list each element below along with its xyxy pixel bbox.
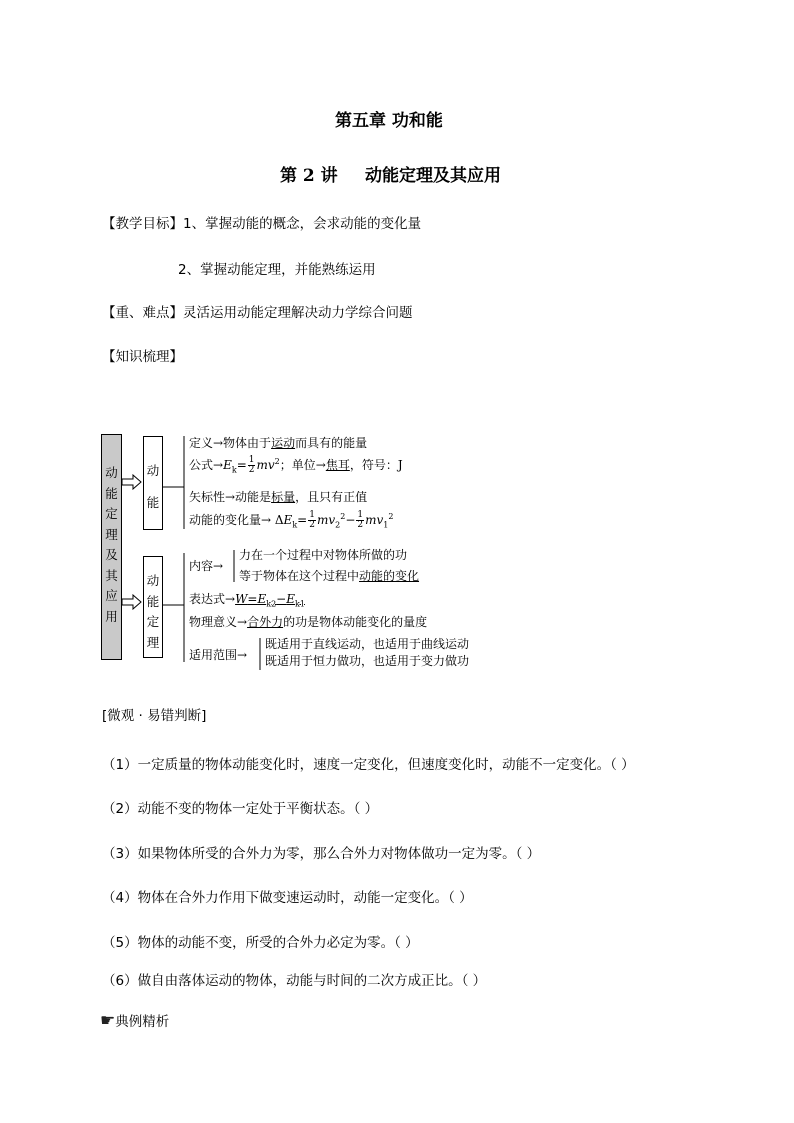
scalar-line: 矢标性→动能是标量，且只有正值 [189,490,368,504]
judgment-header: [微观 · 易错判断] [102,708,207,724]
judgment-item-2: （2）动能不变的物体一定处于平衡状态。（ ） [102,801,379,817]
scope-line-1: 既适用于直线运动，也适用于曲线运动 [265,637,470,651]
examples-label: 典例精析 [115,1014,170,1030]
scope-bracket [257,636,263,672]
judgment-item-6: （6）做自由落体运动的物体，动能与时间的二次方成正比。（ ） [102,973,487,989]
key-points-label: 【重、难点】 [102,305,183,321]
objective-item-2: 2、掌握动能定理，并能熟练运用 [178,262,376,278]
judgment-item-1: （1）一定质量的物体动能变化时，速度一定变化，但速度变化时，动能不一定变化。（ ） [102,757,635,773]
node-kinetic-energy [143,436,163,530]
bracket-lines [162,430,192,670]
key-points-line [102,301,413,321]
change-line: 动能的变化量→ $\Delta E_k=$ $\frac{1}{2}$ $mv_2^2-$ $\frac{1}{2}$ $mv_1^2$ [189,510,394,530]
objectives-line [102,212,421,232]
pointing-hand-icon: ☛ [100,1011,116,1031]
judgment-item-3: （3）如果物体所受的合外力为零，那么合外力对物体做功一定为零。（ ） [102,846,541,862]
diagram-root-label: 动 能 定 理 及 其 应 用 [105,465,118,624]
node-kinetic-energy-label: 动 能 [146,463,160,510]
judgment-item-4: （4）物体在合外力作用下做变速运动时，动能一定变化。（ ） [102,890,473,906]
objectives-label: 【教学目标】 [102,216,183,232]
lesson-title: 动能定理及其应用 [365,166,501,186]
chapter-title: 第五章 功和能 [335,111,443,131]
scope-line-2: 既适用于恒力做功，也适用于变力做功 [265,654,470,668]
hollow-arrow-icon [121,474,143,490]
formula-line: 公式$\to E_k=$ $\frac{1}{2}$ $mv^2$；单位→焦耳，符号：J [189,455,403,475]
node-theorem-label: 动 能 定 理 [146,573,160,650]
expression-line: 表达式$\to W=E_{k2}-E_{k1}$ [189,592,305,609]
node-theorem [143,556,163,658]
scope-label: 适用范围→ [189,648,248,662]
content-line-2: 等于物体在这个过程中动能的变化 [239,569,420,583]
meaning-line: 物理意义→合外力的功是物体动能变化的量度 [189,615,428,629]
objective-item-1: 1、掌握动能的概念，会求动能的变化量 [183,216,422,232]
content-label: 内容→ [189,559,224,573]
lesson-number: 第 2 讲 [280,166,338,186]
knowledge-label: 【知识梳理】 [102,349,183,365]
content-line-1: 力在一个过程中对物体所做的功 [239,548,408,562]
judgment-item-5: （5）物体的动能不变，所受的合外力必定为零。（ ） [102,935,419,951]
definition-line: 定义→物体由于运动而具有的能量 [189,436,368,450]
content-bracket [231,548,237,584]
diagram-root-box [101,434,122,660]
examples-heading [100,1010,169,1031]
key-points-text: 灵活运用动能定理解决动力学综合问题 [183,305,413,321]
hollow-arrow-icon [121,594,143,610]
